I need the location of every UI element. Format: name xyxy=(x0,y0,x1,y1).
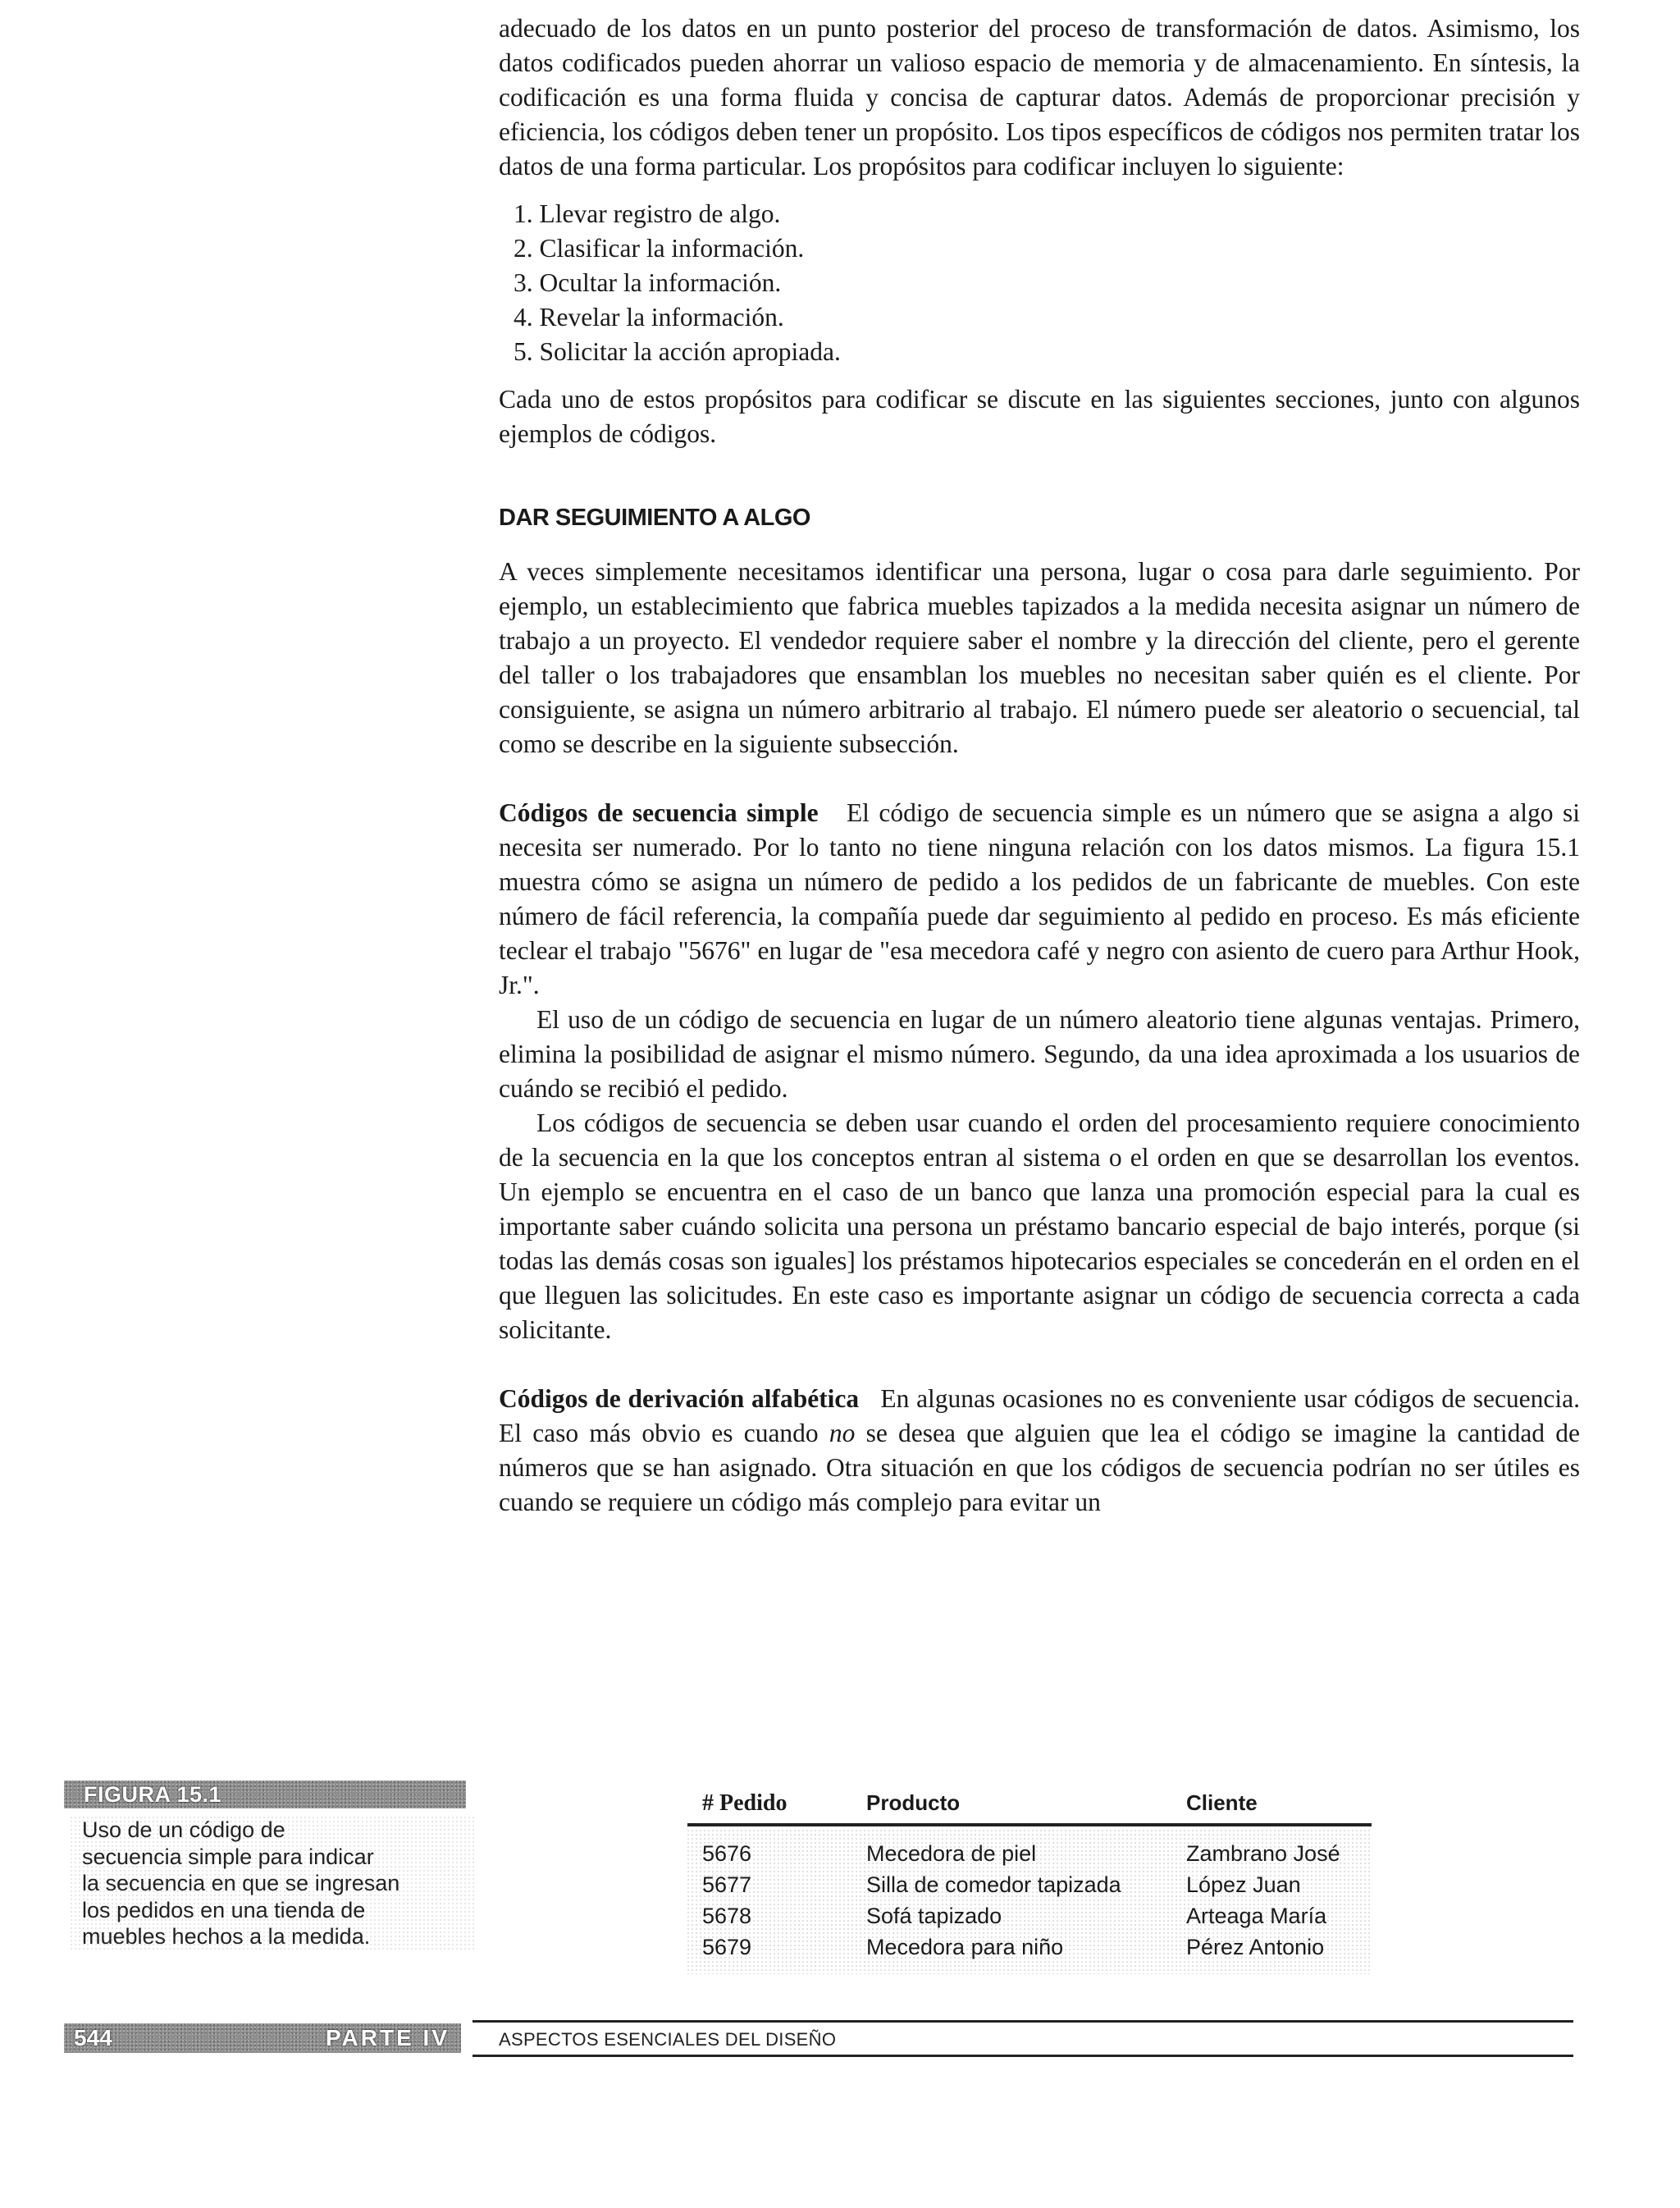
figure-label-band xyxy=(64,1781,466,1808)
paragraph-text: El código de secuencia simple es un número que se asigna a algo si necesita ser numerado. Por lo tanto no tiene ninguna relación con los datos mismos. La figura 15.1 muestra cómo se asigna un número de pedido a los pedidos de un fabricante de muebles. Con este número de fácil referencia, la compañía puede dar seguimiento al pedido en proceso. Es más eficiente teclear el trabajo "5676" en lugar de "esa mecedora café y negro con asiento de cuero para Arthur Hook, Jr.". xyxy=(499,798,1580,999)
table-body xyxy=(687,1830,1372,1974)
paragraph-text: En algunas ocasiones no es conveniente usar códigos de secuencia. El caso más obvio es cuando xyxy=(499,1384,1581,1447)
table-row xyxy=(687,1931,1372,1963)
table-cell: Arteaga María xyxy=(1186,1904,1327,1928)
table-row xyxy=(687,1869,1372,1900)
table-cell: 5679 xyxy=(702,1935,752,1959)
paragraph: Los códigos de secuencia se deben usar cuando el orden del procesamiento requiere conocimiento de la secuencia en la que los conceptos entran al sistema o el orden en que se desarrollan los eventos. Un ejemplo se encuentra en el caso de un banco que lanza una promoción especial para la cual es importante saber cuándo solicita una persona un préstamo bancario especial de bajo interés, porque (si todas las demás cosas son iguales] los préstamos hipotecarios especiales se concederán en el orden en el que lleguen las solicitudes. En este caso es importante asignar un código de secuencia correcta a cada solicitante. xyxy=(499,1109,1580,1344)
column-header: # Pedido xyxy=(702,1790,788,1816)
part-label: PARTE IV xyxy=(325,2025,450,2050)
paragraph: Cada uno de estos propósitos para codificar se discute en las siguientes secciones, junto con algunos ejemplos de códigos. xyxy=(499,385,1580,448)
list-item: 1. Llevar registro de algo. xyxy=(514,199,781,228)
purpose-list xyxy=(499,197,1580,369)
figure-caption xyxy=(71,1817,476,1950)
table-cell: Mecedora de piel xyxy=(866,1841,1037,1866)
caption-line: secuencia simple para indicar xyxy=(82,1844,374,1869)
table-cell: López Juan xyxy=(1186,1872,1301,1897)
list-item: 3. Ocultar la información. xyxy=(514,268,782,297)
table-cell: 5676 xyxy=(702,1841,752,1866)
figure-table xyxy=(687,1785,1372,1974)
table-cell: Pérez Antonio xyxy=(1186,1935,1325,1959)
table-row xyxy=(687,1838,1372,1869)
table-cell: Zambrano José xyxy=(1186,1841,1340,1866)
paragraph xyxy=(499,796,1580,1003)
subsection-title: Códigos de derivación alfabética xyxy=(499,1384,860,1413)
list-item: 2. Clasificar la información. xyxy=(514,234,805,263)
main-text-column xyxy=(499,11,1580,1520)
list-item: 4. Revelar la información. xyxy=(514,303,784,331)
table-cell: 5678 xyxy=(702,1904,752,1928)
table-header xyxy=(687,1785,1372,1826)
column-header: Cliente xyxy=(1186,1790,1258,1815)
section-heading: DAR SEGUIMIENTO A ALGO xyxy=(499,505,810,531)
paragraph-text: se desea que alguien que lea el código se imagine la cantidad de números que se han asignado. Otra situación en que los códigos de secuencia podrían no ser útiles es cuando se requiere un código más complejo para evitar un xyxy=(499,1419,1580,1516)
footer-rule xyxy=(472,2055,1573,2057)
footer-band xyxy=(64,2023,461,2053)
caption-line: muebles hechos a la medida. xyxy=(82,1924,371,1949)
page-number: 544 xyxy=(74,2025,112,2050)
table-row xyxy=(687,1900,1372,1931)
table-cell: Sofá tapizado xyxy=(866,1904,1002,1928)
table-cell: Mecedora para niño xyxy=(866,1935,1064,1959)
table-cell: Silla de comedor tapizada xyxy=(866,1872,1121,1897)
table-cell: 5677 xyxy=(702,1872,752,1897)
caption-line: la secuencia en que se ingresan xyxy=(82,1871,400,1895)
paragraph: El uso de un código de secuencia en lugar de un número aleatorio tiene algunas ventajas. Primero, elimina la posibilidad de asignar el mismo número. Segundo, da una idea aproximada a los usuarios de cuándo se recibió el pedido. xyxy=(499,1005,1580,1103)
subsection-title: Códigos de secuencia simple xyxy=(499,798,819,827)
emphasis: no xyxy=(829,1419,856,1447)
column-header: Producto xyxy=(866,1790,961,1815)
footer-rule xyxy=(472,2020,1573,2023)
paragraph: adecuado de los datos en un punto posterior del proceso de transformación de datos. Asimismo, los datos codificados pueden ahorrar un valioso espacio de memoria y de almacenamiento. En síntesis, la codificación es una forma fluida y concisa de capturar datos. Además de proporcionar precisión y eficiencia, los códigos deben tener un propósito. Los tipos específicos de códigos nos permiten tratar los datos de una forma particular. Los propósitos para codificar incluyen lo siguiente: xyxy=(499,14,1580,181)
list-item: 5. Solicitar la acción apropiada. xyxy=(514,337,841,366)
paragraph: A veces simplemente necesitamos identificar una persona, lugar o cosa para darle seguimiento. Por ejemplo, un establecimiento que fabrica muebles tapizados a la medida necesita asignar un número de trabajo a un proyecto. El vendedor requiere saber el nombre y la dirección del cliente, pero el gerente del taller o los trabajadores que ensamblan los muebles no necesitan saber quién es el cliente. Por consiguiente, se asigna un número arbitrario al trabajo. El número puede ser aleatorio o secuencial, tal como se describe en la siguiente subsección. xyxy=(499,557,1580,758)
caption-line: Uso de un código de xyxy=(82,1817,285,1842)
paragraph xyxy=(499,1382,1580,1520)
figure-label: FIGURA 15.1 xyxy=(84,1782,222,1807)
running-title: ASPECTOS ESENCIALES DEL DISEÑO xyxy=(499,2029,837,2050)
caption-line: los pedidos en una tienda de xyxy=(82,1897,366,1922)
